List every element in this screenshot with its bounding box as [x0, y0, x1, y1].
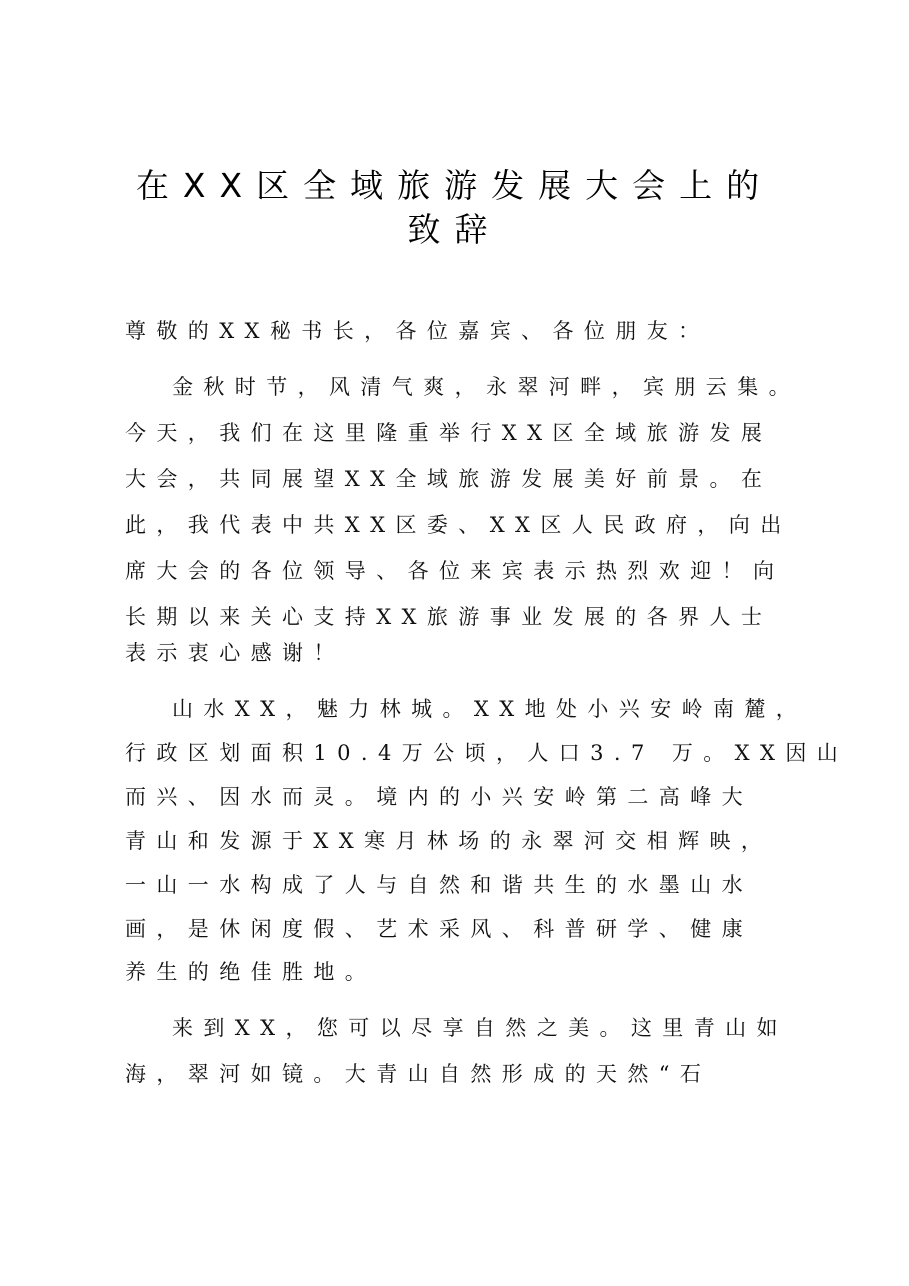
paragraph-1-line-7: 表示衷心感谢！	[125, 641, 345, 665]
paragraph-2-line-4: 青山和发源于XX寒月林场的永翠河交相辉映，	[125, 829, 773, 853]
paragraph-3-line-1: 来到XX，您可以尽享自然之美。这里青山如	[172, 1016, 788, 1040]
document-title-line-2: 致辞	[407, 210, 502, 249]
paragraph-2-line-3: 而兴、因水而灵。境内的小兴安岭第二高峰大	[125, 785, 753, 809]
paragraph-1-line-3: 大会，共同展望XX全域旅游发展美好前景。在	[125, 467, 773, 491]
paragraph-1-line-4: 此，我代表中共XX区委、XX区人民政府，向出	[125, 513, 792, 537]
paragraph-2-line-2: 行政区划面积10.4万公顷，人口3.7 万。XX因山	[125, 741, 849, 765]
paragraph-1-line-2: 今天，我们在这里隆重举行XX区全域旅游发展	[125, 421, 773, 445]
paragraph-1-line-6: 长期以来关心支持XX旅游事业发展的各界人士	[125, 605, 773, 629]
salutation: 尊敬的XX秘书长，各位嘉宾、各位朋友：	[125, 319, 710, 343]
paragraph-1-line-1: 金秋时节，风清气爽，永翠河畔，宾朋云集。	[172, 375, 800, 399]
paragraph-2-line-5: 一山一水构成了人与自然和谐共生的水墨山水	[125, 873, 753, 897]
paragraph-1-line-5: 席大会的各位领导、各位来宾表示热烈欢迎！向	[125, 559, 785, 583]
paragraph-2-line-7: 养生的绝佳胜地。	[125, 960, 377, 984]
paragraph-2-line-6: 画，是休闲度假、艺术采风、科普研学、健康	[125, 917, 753, 941]
document-title-line-1: 在XX区全域旅游发展大会上的	[135, 166, 774, 205]
paragraph-2-line-1: 山水XX，魅力林城。XX地处小兴安岭南麓，	[172, 697, 808, 721]
paragraph-3-line-2: 海，翠河如镜。大青山自然形成的天然“石	[125, 1062, 712, 1086]
